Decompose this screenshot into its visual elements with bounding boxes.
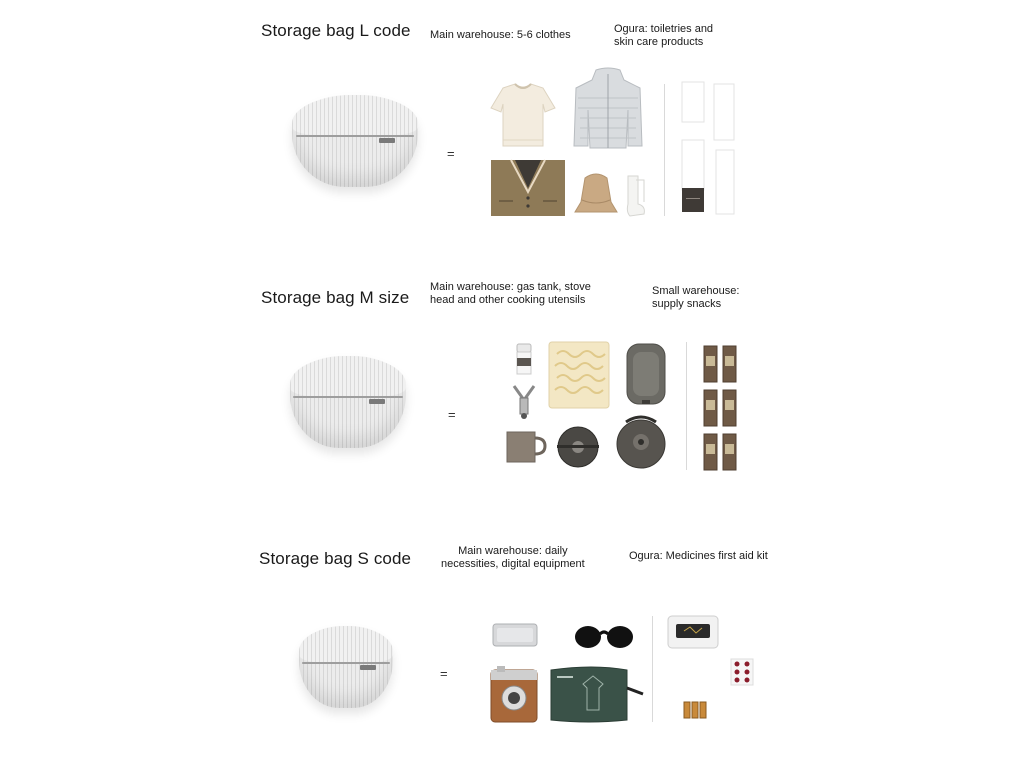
down-jacket-icon [572,66,644,150]
lunch-box-icon [625,342,667,406]
equals-sign: = [447,146,455,161]
section-s-small-caption: Ogura: Medicines first aid kit [629,550,768,562]
section-l-title: Storage bag L code [261,21,411,40]
equals-sign: = [440,666,448,681]
section-m-title: Storage bag M size [261,288,410,307]
section-m-small-caption: Small warehouse: supply snacks [652,285,740,310]
snack-pack-icon [702,344,738,472]
gas-canister-icon [555,424,601,470]
pill-blister-icon [730,658,754,686]
equals-sign: = [448,407,456,422]
section-l-main-caption: Main warehouse: 5-6 clothes [430,29,571,41]
cup-icon [505,430,547,464]
section-l-small-caption: Ogura: toiletries and skin care products [614,23,714,48]
battery-icon [682,700,708,720]
sunglasses-icon [573,622,635,650]
socks-icon [624,174,648,218]
power-bank-icon [491,622,539,648]
sweater-icon [489,82,557,148]
camera-icon [489,664,539,724]
vest-icon [489,158,567,218]
spice-jar-icon [514,342,534,376]
storage-bag-s-image [299,626,393,708]
packable-bag-icon [547,664,645,724]
toiletry-case-icon [678,78,742,218]
wipes-icon [666,614,720,650]
storage-bag-m-image [290,356,406,448]
stove-head-icon [512,384,536,420]
section-s-title: Storage bag S code [259,549,412,568]
bucket-hat-icon [573,170,619,216]
section-m-main-caption: Main warehouse: gas tank, stove head and other cooking utensils [430,281,591,306]
noodle-bag-icon [547,340,611,410]
storage-bag-l-image [292,95,418,187]
section-s-main-caption: Main warehouse: daily necessities, digital equipment [441,545,585,570]
kettle-icon [612,414,670,470]
